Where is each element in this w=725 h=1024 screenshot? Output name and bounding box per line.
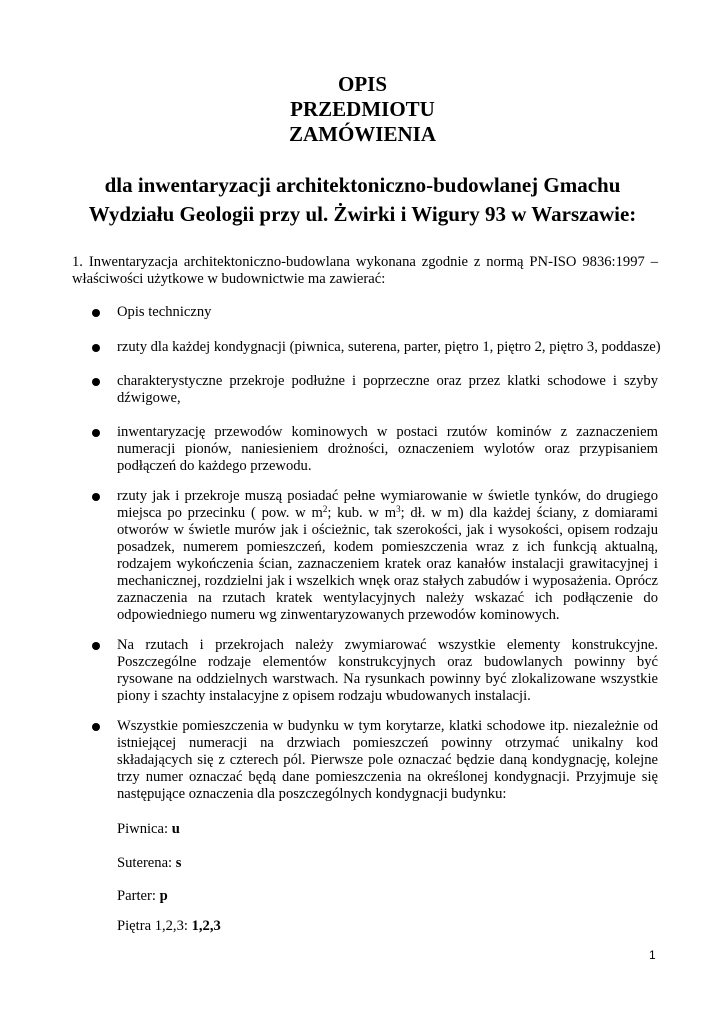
bullet-text: inwentaryzację przewodów kominowych w postaci rzutów kominów z zaznaczeniem numeracji pionów, naniesieniem drożności, oznaczeniem wylotów oraz przypisaniem podłączeń do każdego przewodu. xyxy=(117,424,658,474)
bullet-text: rzuty dla każdej kondygnacji (piwnica, suterena, parter, piętro 1, piętro 2, piętro 3, poddasze) xyxy=(117,339,661,355)
bullet-item xyxy=(117,424,658,475)
code-value: 1,2,3 xyxy=(191,918,221,934)
bullet-dot xyxy=(92,378,100,386)
page-number: 1 xyxy=(649,948,656,962)
bullet-item xyxy=(117,339,677,356)
bullet-text: Na rzutach i przekrojach należy zwymiarować wszystkie elementy konstrukcyjne. Poszczególne rodzaje elementów konstrukcyjnych oraz budowlanych powinny być rysowane na oddzielnych warstwach. Na rysunkach powinny być zlokalizowane wszystkie piony i szachty instalacyjne z opisem rodzaju wbudowanych instalacji. xyxy=(117,637,658,704)
document-subtitle xyxy=(60,171,665,229)
intro-line-2: właściwości użytkowe w budownictwie ma zawierać: xyxy=(72,271,386,287)
title-line-3: ZAMÓWIENIA xyxy=(288,122,436,146)
bullet-item xyxy=(117,637,658,705)
code-label: Piętra 1,2,3: xyxy=(117,918,192,934)
superscript: 3 xyxy=(396,504,401,514)
intro-paragraph xyxy=(72,254,658,288)
bullet-dot xyxy=(92,723,100,731)
bullet-item xyxy=(117,373,658,407)
code-pietra xyxy=(117,918,221,935)
bullet-item xyxy=(117,304,658,321)
bullet-dot xyxy=(92,493,100,501)
subtitle-line-2: Wydziału Geologii przy ul. Żwirki i Wigury 93 w Warszawie: xyxy=(88,202,637,226)
bullet-item xyxy=(117,488,658,624)
code-value: s xyxy=(175,855,182,871)
intro-line-1: 1. Inwentaryzacja architektoniczno-budowlana wykonana zgodnie z normą PN-ISO 9836:1997 – xyxy=(72,254,658,270)
code-label: Piwnica: xyxy=(117,821,172,837)
code-label: Suterena: xyxy=(117,855,176,871)
superscript: 2 xyxy=(322,504,328,514)
title-line-1: OPIS xyxy=(337,72,387,96)
code-value: p xyxy=(159,888,168,904)
title-line-2: PRZEDMIOTU xyxy=(290,97,435,121)
bullet-text-part: ; dł. w m) dla każdej ściany, z domiarami otworów w świetle murów jak i ościeżnic, tak szerokości, jak i wysokości, opisem rodzaju posadzek, numerem pomieszczeń, kodem pomieszczenia wraz z ich funkcją aktualną, rodzajem wykończenia ścian, zaznaczeniem kratek oraz kanałów instalacji grawitacyjnej i mechanicznej, rozdzielni jak i wszelkich wnęk oraz stałych zabudów i wyposażenia. Oprócz zaznaczenia na rzutach kratek wentylacyjnych należy wskazać ich podłączenie do odpowiedniego numeru wg zinwentaryzowanych przewodów kominowych. xyxy=(117,505,658,623)
subtitle-line-1: dla inwentaryzacji architektoniczno-budowlanej Gmachu xyxy=(104,173,621,197)
code-piwnica xyxy=(117,821,180,838)
bullet-dot xyxy=(92,429,100,437)
document-title xyxy=(0,72,725,147)
bullet-text-part: rzuty jak i przekroje muszą posiadać pełne wymiarowanie w świetle tynków, do drugiego miejsca po przecinku ( pow. w m xyxy=(117,488,658,521)
code-value: u xyxy=(171,821,180,837)
bullet-text-part: ; kub. w m xyxy=(327,505,397,521)
bullet-dot xyxy=(92,309,100,317)
bullet-text xyxy=(117,488,658,624)
code-suterena xyxy=(117,855,181,872)
bullet-item xyxy=(117,718,658,803)
code-parter xyxy=(117,888,168,905)
bullet-text: charakterystyczne przekroje podłużne i poprzeczne oraz przez klatki schodowe i szyby dźwigowe, xyxy=(117,373,658,406)
bullet-dot xyxy=(92,344,100,352)
bullet-dot xyxy=(92,642,100,650)
bullet-text: Opis techniczny xyxy=(117,304,212,320)
bullet-text: Wszystkie pomieszczenia w budynku w tym korytarze, klatki schodowe itp. niezależnie od istniejącej numeracji na drzwiach pomieszczeń powinny otrzymać unikalny kod składających się z czterech pól. Pierwsze pole oznaczać będzie daną kondygnację, kolejne trzy numer oznaczać będą dane pomieszczenia na określonej kondygnacji. Przyjmuje się następujące oznaczenia dla poszczególnych kondygnacji budynku: xyxy=(117,718,658,802)
code-label: Parter: xyxy=(117,888,160,904)
